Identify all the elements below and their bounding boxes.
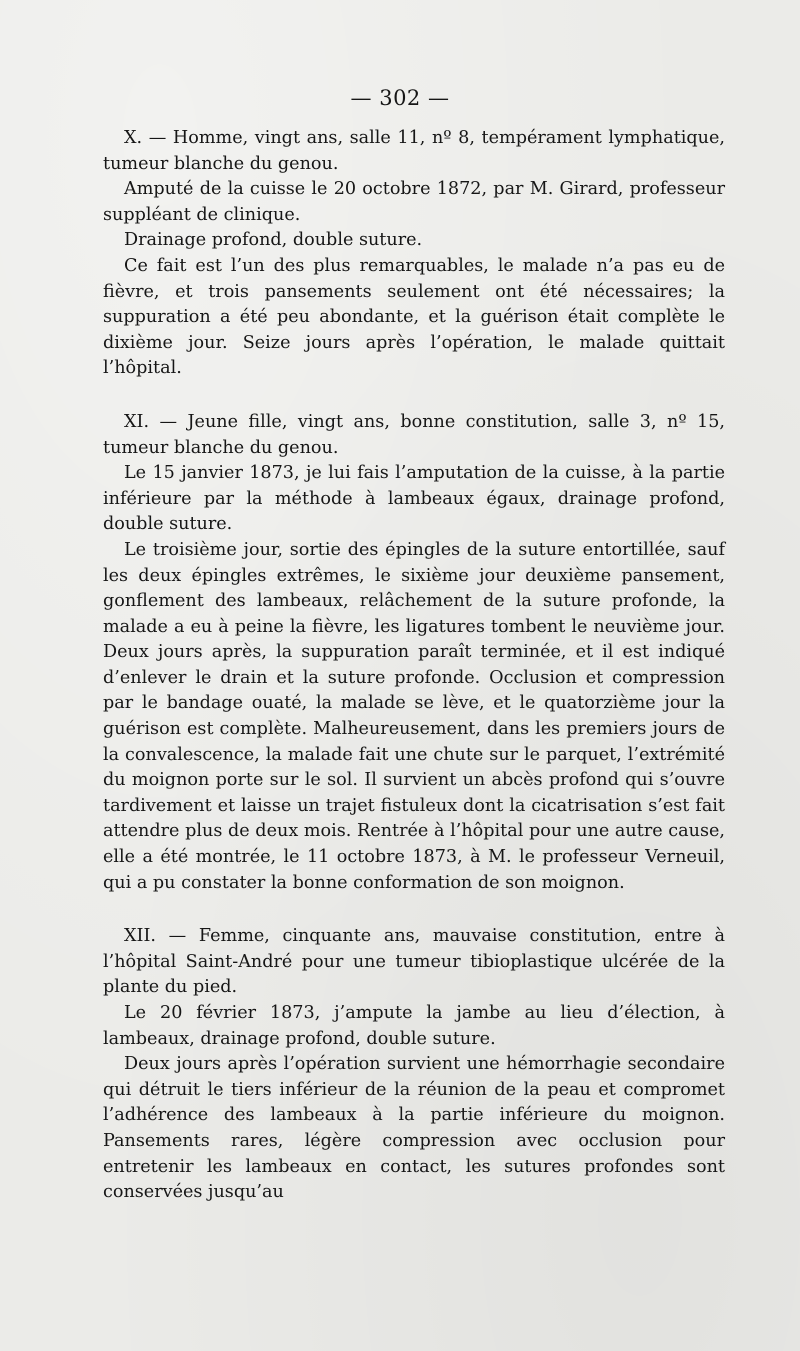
body-text bbox=[103, 126, 725, 1206]
case-xi-paragraph: Le troisième jour, sortie des épingles de la suture entortillée, sauf les deux épingles extrêmes, le sixième jour deuxième pansement, gonflement des lambeaux, relâchement de la suture profonde, la malade a eu à peine la fièvre, les ligatures tombent le neuvième jour. Deux jours après, la suppuration paraît terminée, et il est indiqué d’enlever le drain et la suture profonde. Occlusion et compression par le bandage ouaté, la malade se lève, et le quatorzième jour la guérison est complète. Malheureusement, dans les premiers jours de la convalescence, la malade fait une chute sur le parquet, l’extrémité du moignon porte sur le sol. Il survient un abcès profond qui s’ouvre tardivement et laisse un trajet fistuleux dont la cicatrisation s’est fait attendre plus de deux mois. Rentrée à l’hôpital pour une autre cause, elle a été montrée, le 11 octobre 1873, à M. le professeur Verneuil, qui a pu constater la bonne conformation de son moignon. bbox=[103, 539, 725, 893]
case-x-paragraph: Ce fait est l’un des plus remarquables, le malade n’a pas eu de fièvre, et trois pansements seulement ont été nécessaires; la suppuration a été peu abondante, et la guérison était complète le dixième jour. Seize jours après l’opération, le malade quittait l’hôpital. bbox=[103, 255, 725, 379]
case-x-paragraph: Amputé de la cuisse le 20 octobre 1872, par M. Girard, professeur suppléant de clinique. bbox=[103, 179, 725, 225]
case-x-heading: X. — Homme, vingt ans, salle 11, nº 8, tempérament lymphatique, tumeur blanche du genou. bbox=[103, 128, 725, 174]
case-xi-paragraph: Le 15 janvier 1873, je lui fais l’amputation de la cuisse, à la partie inférieure par la méthode à lambeaux égaux, drainage profond, double suture. bbox=[103, 463, 725, 535]
case-xii-paragraph: Le 20 février 1873, j’ampute la jambe au lieu d’élection, à lambeaux, drainage profond, double suture. bbox=[103, 1003, 725, 1049]
page-number: — 302 — bbox=[350, 86, 450, 110]
case-xi-heading: XI. — Jeune fille, vingt ans, bonne constitution, salle 3, nº 15, tumeur blanche du genou. bbox=[103, 411, 725, 458]
case-x-paragraph: Drainage profond, double suture. bbox=[124, 230, 423, 251]
case-xii-paragraph: Deux jours après l’opération survient une hémorrhagie secondaire qui détruit le tiers inférieur de la réunion de la peau et compromet l’adhérence des lambeaux à la partie inférieure du moignon. Pansements rares, légère compression avec occlusion pour entretenir les lambeaux en contact, les sutures profondes sont conservées jusqu’au bbox=[103, 1054, 725, 1203]
case-xii-heading: XII. — Femme, cinquante ans, mauvaise constitution, entre à l’hôpital Saint-André pour une tumeur tibioplastique ulcérée de la plante du pied. bbox=[103, 926, 725, 998]
